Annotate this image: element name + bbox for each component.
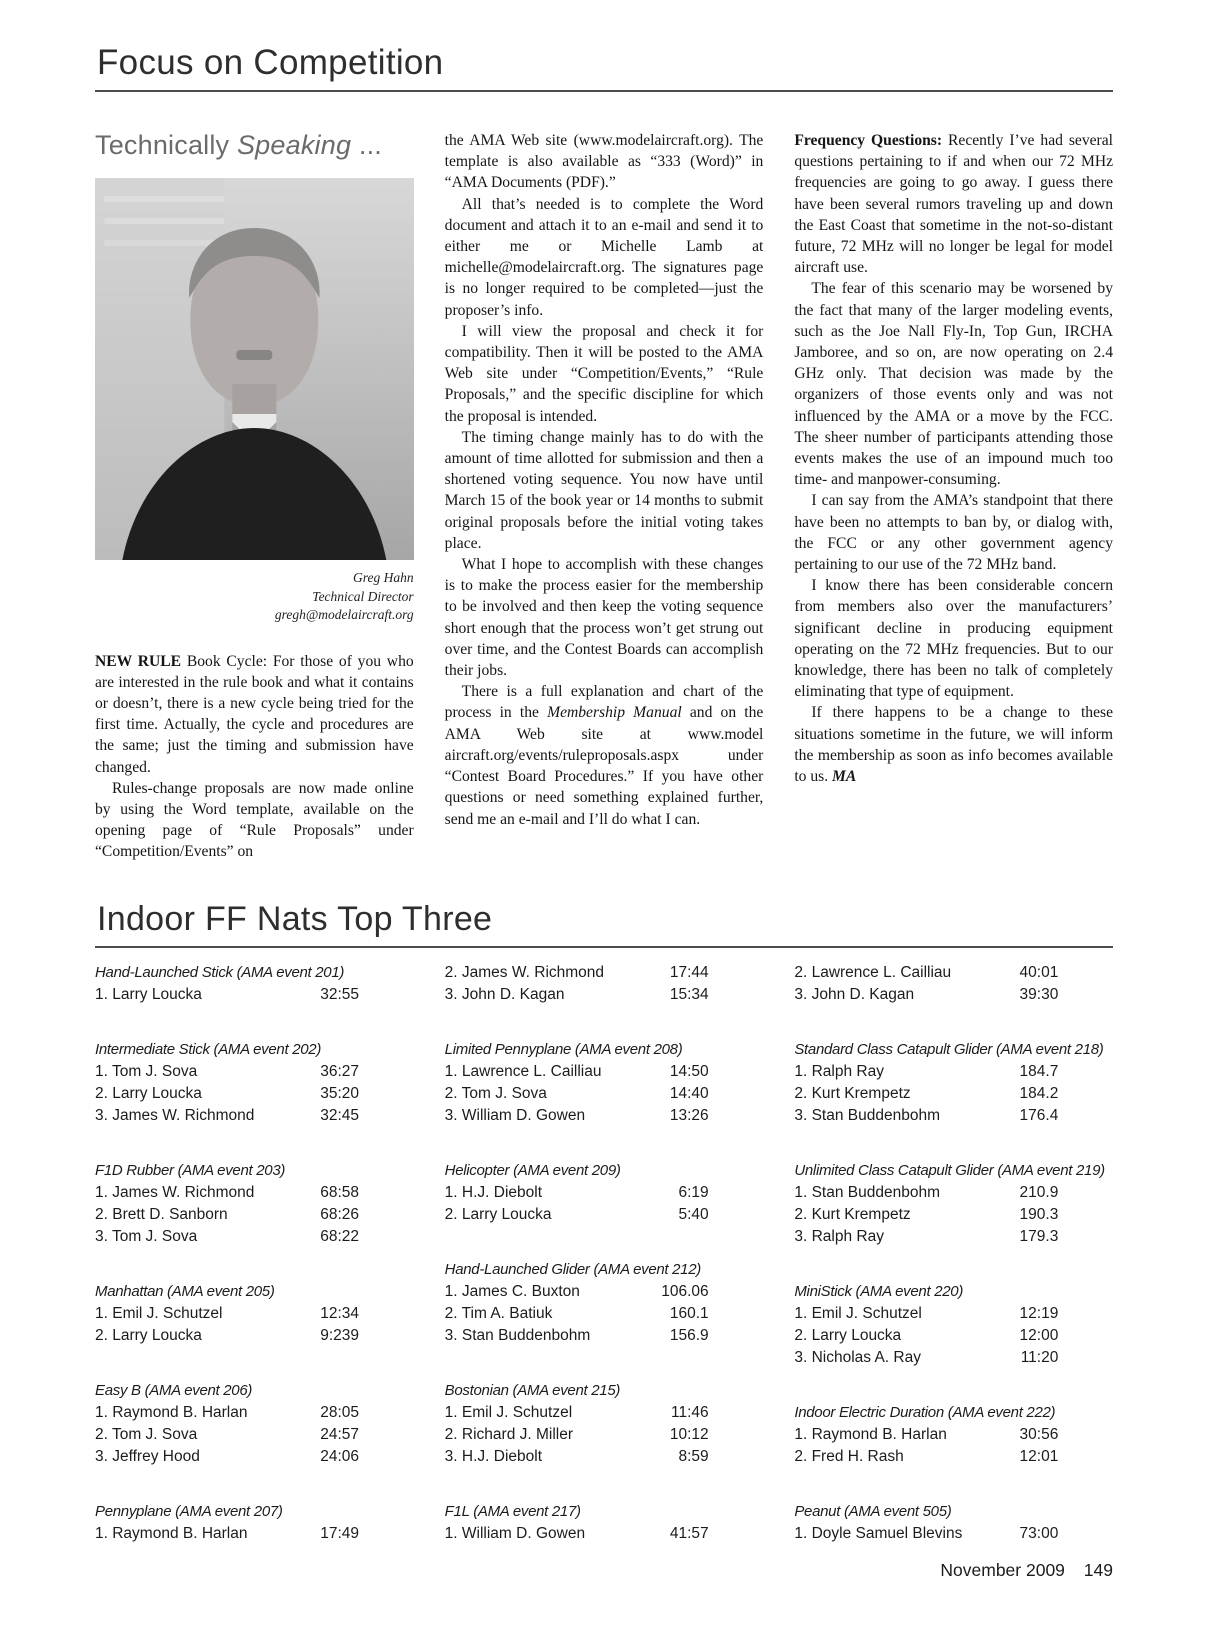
result-entry bbox=[445, 1105, 709, 1127]
result-entry bbox=[445, 1182, 709, 1204]
competitor-name: 1. Emil J. Schutzel bbox=[794, 1305, 922, 1322]
score: 14:40 bbox=[669, 1085, 709, 1102]
result-entry bbox=[95, 1204, 359, 1226]
article-paragraph bbox=[445, 321, 764, 427]
results-rule bbox=[95, 946, 1113, 948]
result-entry bbox=[445, 1281, 709, 1303]
score: 68:26 bbox=[320, 1206, 359, 1223]
competitor-name: 2. James W. Richmond bbox=[444, 964, 605, 981]
result-entry bbox=[794, 1303, 1058, 1325]
text-run: Membership Manual bbox=[547, 704, 682, 722]
score: 184.2 bbox=[1019, 1085, 1059, 1102]
result-entry bbox=[794, 1523, 1058, 1545]
event-group bbox=[95, 1501, 414, 1545]
article-paragraph bbox=[445, 130, 764, 194]
page-title: Focus on Competition bbox=[97, 43, 444, 82]
score: 179.3 bbox=[1019, 1228, 1059, 1245]
result-entry bbox=[794, 1226, 1058, 1248]
results-section bbox=[95, 900, 1113, 1578]
result-entry bbox=[445, 1061, 709, 1083]
result-entry bbox=[95, 1402, 359, 1424]
event-group bbox=[95, 1281, 414, 1347]
score: 17:49 bbox=[320, 1525, 359, 1542]
result-entry bbox=[445, 962, 709, 984]
score: 12:00 bbox=[1019, 1327, 1059, 1344]
score: 15:34 bbox=[669, 986, 709, 1003]
competitor-name: 3. William D. Gowen bbox=[444, 1107, 586, 1124]
competitor-name: 2. Larry Loucka bbox=[794, 1327, 902, 1344]
competitor-name: 2. Tom J. Sova bbox=[95, 1426, 198, 1443]
competitor-name: 3. Stan Buddenbohm bbox=[794, 1107, 940, 1124]
event-title: Easy B (AMA event 206) bbox=[95, 1382, 253, 1399]
competitor-name: 2. Larry Loucka bbox=[95, 1085, 202, 1102]
article-column-2-text bbox=[445, 130, 764, 830]
score: 10:12 bbox=[669, 1426, 709, 1443]
event-title: Standard Class Catapult Glider (AMA event 218) bbox=[794, 1041, 1104, 1058]
event-title: F1L (AMA event 217) bbox=[444, 1503, 581, 1520]
event-title: MiniStick (AMA event 220) bbox=[794, 1283, 964, 1300]
score: 184.7 bbox=[1019, 1063, 1059, 1080]
text-run: the AMA Web site (www.modelaircraft.org). The template is also available as “333 (Word)” in “AMA Documents (PDF).” bbox=[444, 132, 764, 192]
competitor-name: 2. Tim A. Batiuk bbox=[444, 1305, 553, 1322]
score: 160.1 bbox=[669, 1305, 709, 1322]
competitor-name: 1. James W. Richmond bbox=[95, 1184, 255, 1201]
event-title: Hand-Launched Stick (AMA event 201) bbox=[95, 964, 345, 981]
section-title-suffix: ... bbox=[358, 130, 382, 160]
result-entry bbox=[794, 1446, 1058, 1468]
result-entry bbox=[95, 1523, 359, 1545]
section-title-regular: Technically bbox=[95, 130, 230, 160]
text-run: I know there has been considerable concern from members also over the manufacturers’ significant decline in producing equipment operating on the 72 MHz frequencies. But to our knowledge, there has been no talk of completely eliminating that type of equipment. bbox=[794, 577, 1113, 701]
article-paragraph bbox=[445, 194, 764, 321]
result-entry bbox=[794, 1083, 1058, 1105]
result-entry bbox=[794, 962, 1058, 984]
result-entry bbox=[445, 1303, 709, 1325]
article-column-3-text bbox=[794, 130, 1113, 787]
issue-date: November 2009 bbox=[940, 1560, 1065, 1580]
event-group bbox=[95, 962, 414, 1006]
page-footer bbox=[940, 1560, 1113, 1581]
competitor-name: 1. Lawrence L. Cailliau bbox=[444, 1063, 602, 1080]
article-paragraph bbox=[794, 575, 1113, 702]
score: 11:20 bbox=[1020, 1349, 1059, 1366]
event-title: Limited Pennyplane (AMA event 208) bbox=[444, 1041, 683, 1058]
score: 68:58 bbox=[320, 1184, 359, 1201]
article-paragraph bbox=[445, 681, 764, 829]
text-run: All that’s needed is to complete the Word document and attach it to an e-mail and send it to either me or Michelle Lamb at michelle@modelaircraft.org. The signatures page is no longer required to be completed—just the proposer’s info. bbox=[444, 195, 764, 319]
score: 24:06 bbox=[320, 1448, 359, 1465]
result-entry bbox=[95, 1182, 359, 1204]
portrait-figure bbox=[95, 178, 414, 625]
score: 39:30 bbox=[1019, 986, 1059, 1003]
text-run: and on the AMA Web site at www.model aircraft.org/events/ruleproposals.aspx under “Contest Board Procedures.” If you have other questions or need something explained further, send me an e-mail and I’ll do what I can. bbox=[444, 704, 764, 828]
competitor-name: 2. Richard J. Miller bbox=[444, 1426, 574, 1443]
event-group bbox=[445, 1380, 764, 1468]
article-paragraph bbox=[95, 651, 414, 778]
score: 30:56 bbox=[1019, 1426, 1059, 1443]
score: 210.9 bbox=[1019, 1184, 1059, 1201]
article-section bbox=[95, 130, 1113, 894]
score: 24:57 bbox=[320, 1426, 359, 1443]
competitor-name: 3. James W. Richmond bbox=[95, 1107, 255, 1124]
article-column-1-text bbox=[95, 651, 414, 863]
event-group bbox=[794, 1160, 1113, 1248]
competitor-name: 1. Raymond B. Harlan bbox=[794, 1426, 947, 1443]
competitor-name: 3. Jeffrey Hood bbox=[95, 1448, 200, 1465]
text-run: MA bbox=[832, 768, 857, 786]
result-entry bbox=[95, 1325, 359, 1347]
result-entry bbox=[95, 984, 359, 1006]
score: 12:01 bbox=[1019, 1448, 1059, 1465]
result-entry bbox=[95, 1424, 359, 1446]
score: 190.3 bbox=[1019, 1206, 1059, 1223]
score: 106.06 bbox=[661, 1283, 709, 1300]
page-number: 149 bbox=[1083, 1560, 1113, 1580]
event-group bbox=[445, 962, 764, 1006]
text-run: There is a full explanation and chart of the process in the bbox=[444, 683, 764, 722]
event-title: Hand-Launched Glider (AMA event 212) bbox=[444, 1261, 701, 1278]
event-group bbox=[794, 1501, 1113, 1545]
score: 41:57 bbox=[669, 1525, 709, 1542]
event-group bbox=[794, 1402, 1113, 1468]
score: 28:05 bbox=[320, 1404, 359, 1421]
competitor-name: 1. Ralph Ray bbox=[794, 1063, 884, 1080]
result-entry bbox=[445, 984, 709, 1006]
score: 32:55 bbox=[320, 986, 359, 1003]
result-entry bbox=[445, 1083, 709, 1105]
event-title: Helicopter (AMA event 209) bbox=[444, 1162, 621, 1179]
competitor-name: 1. H.J. Diebolt bbox=[444, 1184, 543, 1201]
results-column bbox=[794, 962, 1113, 1578]
page-header bbox=[95, 44, 1113, 92]
event-group bbox=[794, 1039, 1113, 1127]
event-title: Manhattan (AMA event 205) bbox=[95, 1283, 275, 1300]
score: 40:01 bbox=[1019, 964, 1059, 981]
result-entry bbox=[95, 1446, 359, 1468]
result-entry bbox=[445, 1424, 709, 1446]
event-title: Unlimited Class Catapult Glider (AMA event 219) bbox=[794, 1162, 1105, 1179]
event-group bbox=[794, 962, 1113, 1006]
score: 6:19 bbox=[678, 1184, 709, 1201]
caption-line: Technical Director bbox=[312, 588, 414, 604]
result-entry bbox=[794, 1424, 1058, 1446]
results-column bbox=[445, 962, 764, 1578]
text-run: I can say from the AMA’s standpoint that there have been no attempts to ban by, or dialog with, the FCC or any other government agency pertaining to our use of the 72 MHz band. bbox=[794, 492, 1113, 574]
event-group bbox=[445, 1259, 764, 1347]
competitor-name: 1. William D. Gowen bbox=[444, 1525, 586, 1542]
competitor-name: 3. Nicholas A. Ray bbox=[794, 1349, 921, 1366]
score: 8:59 bbox=[678, 1448, 709, 1465]
text-run: Book Cycle: For those of you who are interested in the rule book and what it contains or doesn’t, there is a new cycle being tried for the first time. Actually, the cycle and procedures are the same; just the timing and submission have changed. bbox=[95, 652, 414, 776]
header-rule bbox=[95, 90, 1113, 92]
competitor-name: 1. Raymond B. Harlan bbox=[95, 1525, 248, 1542]
competitor-name: 3. Stan Buddenbohm bbox=[444, 1327, 591, 1344]
event-title: Peanut (AMA event 505) bbox=[794, 1503, 952, 1520]
photo-caption bbox=[95, 569, 414, 625]
result-entry bbox=[794, 1105, 1058, 1127]
text-run: Frequency Questions: bbox=[794, 132, 943, 149]
competitor-name: 1. Stan Buddenbohm bbox=[794, 1184, 940, 1201]
article-paragraph bbox=[445, 554, 764, 681]
article-column-3 bbox=[794, 130, 1113, 894]
competitor-name: 2. Larry Loucka bbox=[444, 1206, 552, 1223]
score: 176.4 bbox=[1019, 1107, 1059, 1124]
text-run: If there happens to be a change to these situations sometime in the future, we will inform the membership as soon as info becomes available to us. bbox=[794, 704, 1113, 786]
competitor-name: 1. Emil J. Schutzel bbox=[95, 1305, 223, 1322]
result-entry bbox=[794, 1347, 1058, 1369]
text-run: What I hope to accomplish with these changes is to make the process easier for the membership to be involved and then keep the voting sequence short enough that the process won’t get strung out over time, and the Contest Boards can accomplish their jobs. bbox=[444, 556, 764, 680]
result-entry bbox=[794, 984, 1058, 1006]
event-group bbox=[794, 1281, 1113, 1369]
competitor-name: 2. Kurt Krempetz bbox=[794, 1085, 911, 1102]
article-column-2 bbox=[445, 130, 764, 894]
result-entry bbox=[445, 1446, 709, 1468]
competitor-name: 1. Doyle Samuel Blevins bbox=[794, 1525, 963, 1542]
score: 9:239 bbox=[320, 1327, 359, 1344]
competitor-name: 3. John D. Kagan bbox=[444, 986, 565, 1003]
event-title: Pennyplane (AMA event 207) bbox=[95, 1503, 283, 1520]
competitor-name: 2. Kurt Krempetz bbox=[794, 1206, 911, 1223]
results-title: Indoor FF Nats Top Three bbox=[97, 900, 493, 938]
result-entry bbox=[95, 1226, 359, 1248]
score: 17:44 bbox=[669, 964, 709, 981]
competitor-name: 2. Fred H. Rash bbox=[794, 1448, 904, 1465]
article-paragraph bbox=[445, 427, 764, 554]
competitor-name: 3. H.J. Diebolt bbox=[444, 1448, 543, 1465]
score: 11:46 bbox=[671, 1404, 709, 1421]
text-run: The timing change mainly has to do with the amount of time allotted for submission and then a shortened voting sequence. You now have until March 15 of the book year or 14 months to submit original proposals before the initial voting takes place. bbox=[444, 428, 764, 552]
greg-hahn-photo bbox=[95, 178, 414, 560]
competitor-name: 2. Larry Loucka bbox=[95, 1327, 202, 1344]
article-paragraph bbox=[95, 778, 414, 863]
result-entry bbox=[794, 1325, 1058, 1347]
score: 14:50 bbox=[669, 1063, 709, 1080]
competitor-name: 2. Brett D. Sanborn bbox=[95, 1206, 228, 1223]
result-entry bbox=[95, 1105, 359, 1127]
section-title-italic: Speaking bbox=[236, 130, 352, 160]
result-entry bbox=[445, 1402, 709, 1424]
competitor-name: 1. Tom J. Sova bbox=[95, 1063, 198, 1080]
competitor-name: 3. John D. Kagan bbox=[794, 986, 915, 1003]
score: 12:19 bbox=[1019, 1305, 1059, 1322]
article-column-1 bbox=[95, 130, 414, 894]
competitor-name: 1. Raymond B. Harlan bbox=[95, 1404, 248, 1421]
caption-line: Greg Hahn bbox=[353, 570, 414, 585]
result-entry bbox=[445, 1204, 709, 1226]
score: 35:20 bbox=[320, 1085, 359, 1102]
text-run: Rules-change proposals are now made online by using the Word template, available on the opening page of “Rule Proposals” under “Competition/Events” on bbox=[95, 779, 414, 861]
event-title: Bostonian (AMA event 215) bbox=[444, 1382, 621, 1399]
article-paragraph bbox=[794, 130, 1113, 278]
result-entry bbox=[794, 1182, 1058, 1204]
competitor-name: 1. Emil J. Schutzel bbox=[444, 1404, 573, 1421]
section-title bbox=[95, 130, 414, 160]
event-group bbox=[445, 1160, 764, 1226]
competitor-name: 3. Tom J. Sova bbox=[95, 1228, 198, 1245]
event-title: Intermediate Stick (AMA event 202) bbox=[95, 1041, 322, 1058]
caption-line: gregh@modelaircraft.org bbox=[274, 607, 414, 622]
text-run: NEW RULE bbox=[95, 652, 182, 670]
text-run: The fear of this scenario may be worsened by the fact that many of the larger modeling events, such as the Joe Nall Fly-In, Top Gun, IRCHA Jamboree, and so on, are now operating on 2.4 GHz only. That decision was made by the organizers of those events only and was not influenced by the AMA or a move by the FCC. The sheer number of participants attending those events makes the use of an impound much too time- and manpower-consuming. bbox=[794, 280, 1113, 489]
score: 36:27 bbox=[320, 1063, 359, 1080]
results-column bbox=[95, 962, 414, 1578]
text-run: I will view the proposal and check it for compatibility. Then it will be posted to the AMA Web site under “Competition/Events,” “Rule Proposals,” and the specific discipline for which the proposal is intended. bbox=[444, 322, 764, 425]
score: 68:22 bbox=[320, 1228, 359, 1245]
result-entry bbox=[794, 1061, 1058, 1083]
competitor-name: 2. Lawrence L. Cailliau bbox=[794, 964, 952, 981]
competitor-name: 1. Larry Loucka bbox=[95, 986, 202, 1003]
article-paragraph bbox=[794, 278, 1113, 490]
result-entry bbox=[445, 1523, 709, 1545]
result-entry bbox=[445, 1325, 709, 1347]
article-paragraph bbox=[794, 490, 1113, 575]
text-run: Recently I’ve had several questions pertaining to if and when our 72 MHz frequencies are going to go away. I guess there have been several rumors traveling up and down the East Coast that sometime in the not-so-distant future, 72 MHz will no longer be legal for model aircraft use. bbox=[794, 132, 1113, 277]
score: 13:26 bbox=[669, 1107, 709, 1124]
results-columns bbox=[95, 962, 1113, 1578]
event-group bbox=[445, 1039, 764, 1127]
competitor-name: 3. Ralph Ray bbox=[794, 1228, 884, 1245]
score: 73:00 bbox=[1019, 1525, 1059, 1542]
event-title: Indoor Electric Duration (AMA event 222) bbox=[794, 1404, 1056, 1421]
result-entry bbox=[95, 1303, 359, 1325]
event-group bbox=[445, 1501, 764, 1545]
score: 156.9 bbox=[669, 1327, 709, 1344]
event-group bbox=[95, 1380, 414, 1468]
event-group bbox=[95, 1039, 414, 1127]
result-entry bbox=[95, 1083, 359, 1105]
score: 5:40 bbox=[678, 1206, 709, 1223]
result-entry bbox=[794, 1204, 1058, 1226]
event-group bbox=[95, 1160, 414, 1248]
score: 12:34 bbox=[320, 1305, 359, 1322]
result-entry bbox=[95, 1061, 359, 1083]
competitor-name: 2. Tom J. Sova bbox=[444, 1085, 547, 1102]
competitor-name: 1. James C. Buxton bbox=[444, 1283, 580, 1300]
article-paragraph bbox=[794, 702, 1113, 787]
event-title: F1D Rubber (AMA event 203) bbox=[95, 1162, 286, 1179]
score: 32:45 bbox=[320, 1107, 359, 1124]
